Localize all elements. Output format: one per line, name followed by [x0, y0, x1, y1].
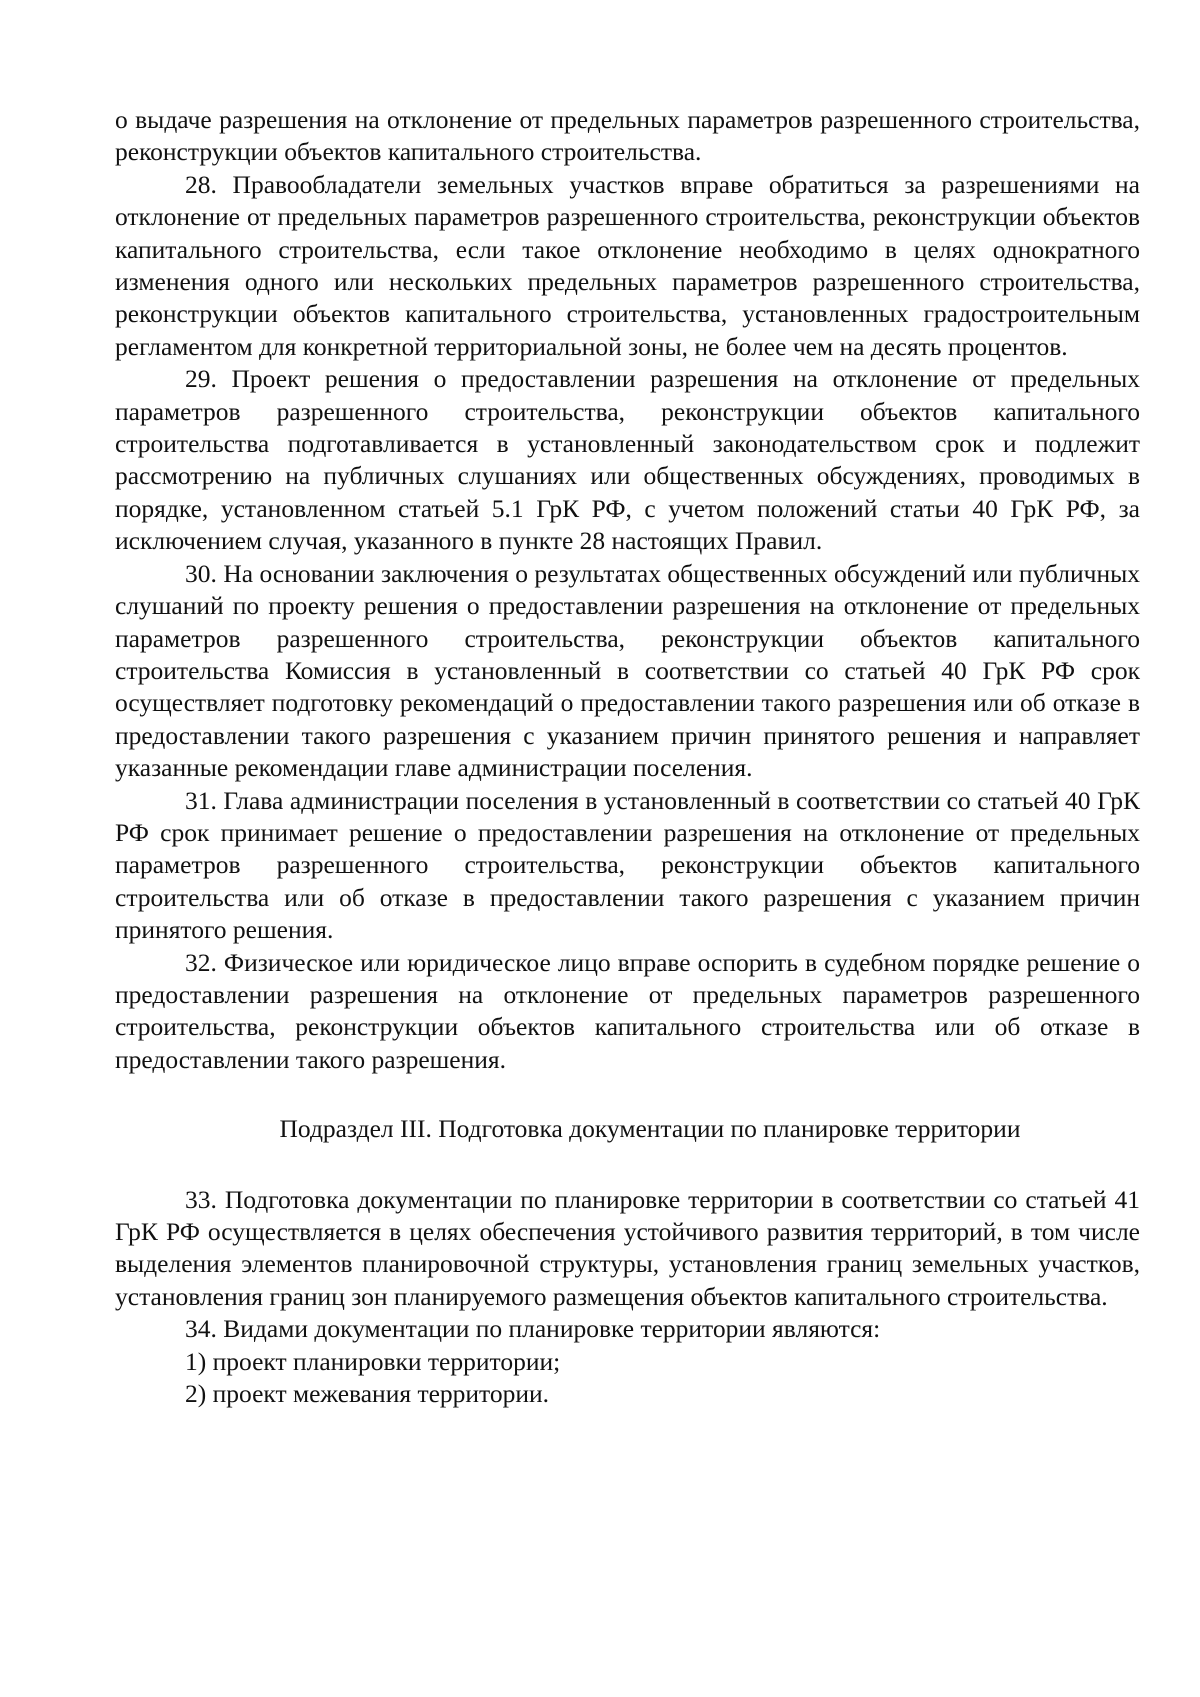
paragraph-continuation: о выдаче разрешения на отклонение от предельных параметров разрешенного строительства, реконструкции объектов капитального строительства. [115, 105, 1140, 167]
paragraph-28: 28. Правообладатели земельных участков вправе обратиться за разрешениями на отклонение от предельных параметров разрешенного строительства, реконструкции объектов капитального строительства, если такое отклонение необходимо в целях однократного изменения одного или нескольких предельных параметров разрешенного строительства, реконструкции объектов капитального строительства, установленных градостроительным регламентом для конкретной территориальной зоны, не более чем на десять процентов. [115, 169, 1140, 361]
paragraph-31: 31. Глава администрации поселения в установленный в соответствии со статьей 40 ГрК РФ срок принимает решение о предоставлении разрешения на отклонение от предельных параметров разрешенного строительства, реконструкции объектов капитального строительства или об отказе в предоставлении такого разрешения с указанием причин принятого решения. [115, 785, 1140, 945]
paragraph-34: 34. Видами документации по планировке территории являются: [185, 1314, 881, 1344]
subsection-heading: Подраздел III. Подготовка документации по планировке территории [279, 1114, 1021, 1144]
paragraph-32: 32. Физическое или юридическое лицо вправе оспорить в судебном порядке решение о предоставлении разрешения на отклонение от предельных параметров разрешенного строительства, реконструкции объектов капитального строительства или об отказе в предоставлении такого разрешения. [115, 947, 1140, 1074]
paragraph-29: 29. Проект решения о предоставлении разрешения на отклонение от предельных параметров разрешенного строительства, реконструкции объектов капитального строительства подготавливается в установленный законодательством срок и подлежит рассмотрению на публичных слушаниях или общественных обсуждениях, проводимых в порядке, установленном статьей 5.1 ГрК РФ, с учетом положений статьи 40 ГрК РФ, за исключением случая, указанного в пункте 28 настоящих Правил. [115, 364, 1140, 556]
paragraph-33: 33. Подготовка документации по планировке территории в соответствии со статьей 41 ГрК РФ осуществляется в целях обеспечения устойчивого развития территорий, в том числе выделения элементов планировочной структуры, установления границ земельных участков, установления границ зон планируемого размещения объектов капитального строительства. [115, 1184, 1140, 1311]
paragraph-30: 30. На основании заключения о результатах общественных обсуждений или публичных слушаний по проекту решения о предоставлении разрешения на отклонение от предельных параметров разрешенного строительства, реконструкции объектов капитального строительства Комиссия в установленный в соответствии со статьей 40 ГрК РФ срок осуществляет подготовку рекомендаций о предоставлении такого разрешения или об отказе в предоставлении такого разрешения с указанием причин принятого решения и направляет указанные рекомендации главе администрации поселения. [115, 558, 1140, 783]
list-item-2: 2) проект межевания территории. [185, 1379, 550, 1409]
document-body [115, 104, 1140, 1410]
list-item-1: 1) проект планировки территории; [185, 1346, 561, 1376]
